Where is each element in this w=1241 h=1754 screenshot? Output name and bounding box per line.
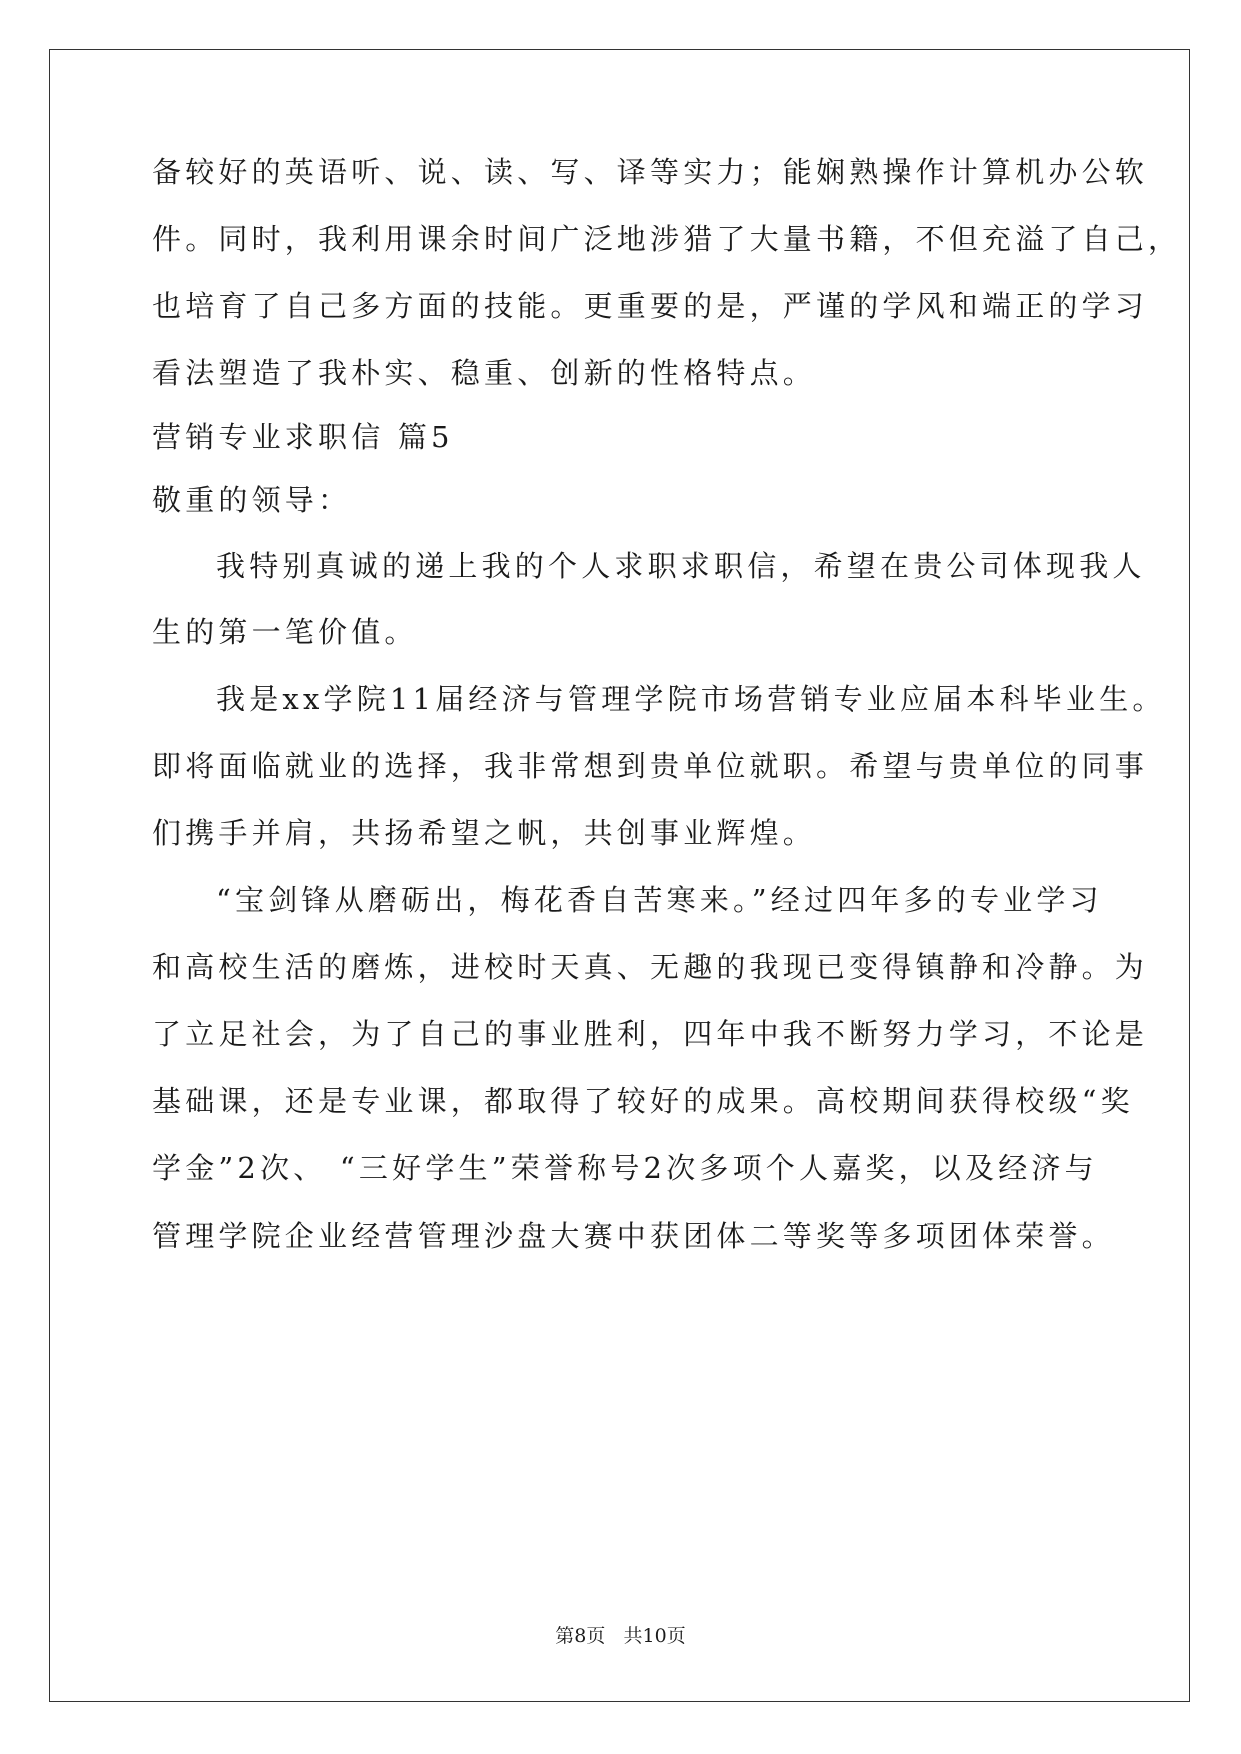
body-line: 我是xx学院11届经济与管理学院市场营销专业应届本科毕业生。 xyxy=(216,682,1166,716)
section-heading: 营销专业求职信 篇5 xyxy=(152,420,454,454)
body-line: 件。同时，我利用课余时间广泛地涉猎了大量书籍，不但充溢了自己， xyxy=(152,222,1182,256)
body-line: 们携手并肩，共扬希望之帆，共创事业辉煌。 xyxy=(152,816,817,850)
body-line: 基础课，还是专业课，都取得了较好的成果。高校期间获得校级“奖 xyxy=(152,1084,1134,1118)
body-line: 我特别真诚的递上我的个人求职求职信，希望在贵公司体现我人 xyxy=(216,549,1146,583)
body-line: 生的第一笔价值。 xyxy=(152,615,418,649)
page-number: 第8页 xyxy=(555,1625,606,1647)
body-line: 备较好的英语听、说、读、写、译等实力；能娴熟操作计算机办公软 xyxy=(152,155,1149,189)
body-line: 和高校生活的磨炼，进校时天真、无趣的我现已变得镇静和冷静。为 xyxy=(152,950,1149,984)
body-line: 了立足社会，为了自己的事业胜利，四年中我不断努力学习，不论是 xyxy=(152,1017,1149,1051)
body-line: 也培育了自己多方面的技能。更重要的是，严谨的学风和端正的学习 xyxy=(152,289,1149,323)
body-line: “宝剑锋从磨砺出，梅花香自苦寒来。”经过四年多的专业学习 xyxy=(216,883,1103,917)
body-line: 看法塑造了我朴实、稳重、创新的性格特点。 xyxy=(152,356,817,390)
salutation: 敬重的领导： xyxy=(152,483,352,517)
body-line: 管理学院企业经营管理沙盘大赛中获团体二等奖等多项团体荣誉。 xyxy=(152,1219,1115,1253)
body-line: 学金”2次、 “三好学生”荣誉称号2次多项个人嘉奖，以及经济与 xyxy=(152,1151,1098,1185)
page-total: 共10页 xyxy=(623,1625,686,1647)
body-line: 即将面临就业的选择，我非常想到贵单位就职。希望与贵单位的同事 xyxy=(152,749,1149,783)
page-footer xyxy=(0,1623,1241,1649)
